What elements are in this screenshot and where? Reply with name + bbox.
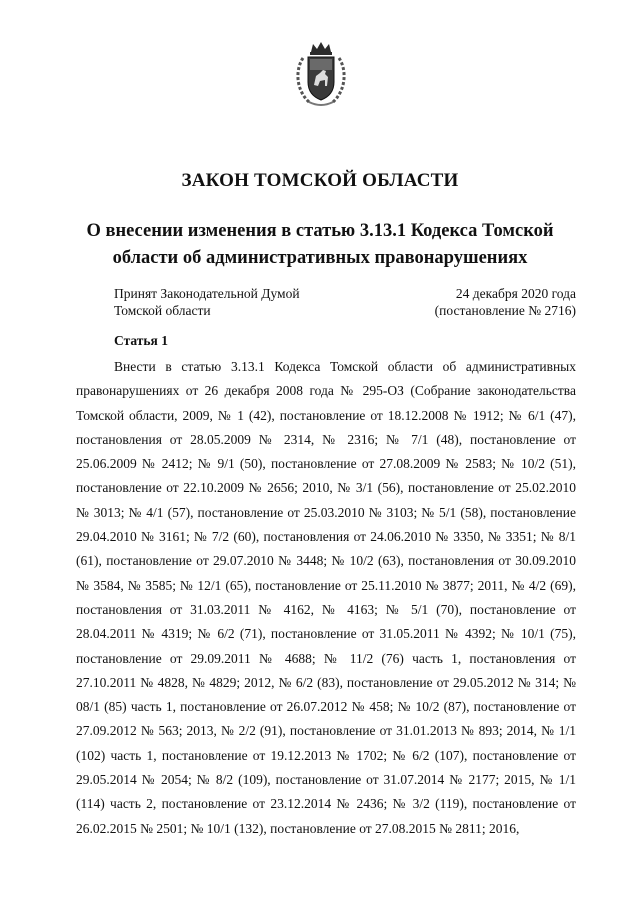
adopted-by-block: [114, 285, 364, 319]
adopted-by-line1: Принят Законодательной Думой: [114, 286, 300, 301]
resolution-number: (постановление № 2716): [434, 303, 576, 318]
article-paragraph: Внести в статью 3.13.1 Кодекса Томской области об административных правонарушениях от 26 декабря 2008 года № 295-ОЗ (Собрание законодательства Томской области, 2009, № 1 (42), постановление от 18.12.2008 № 1912; № 6/1 (47), постановления от 28.05.2009 № 2314, № 2316; № 7/1 (48), постановление от 25.06.2009 № 2412; № 9/1 (50), постановление от 27.08.2009 № 2583; № 10/2 (51), постановление от 22.10.2009 № 2656; 2010, № 3/1 (56), постановление от 25.02.2010 № 3013; № 4/1 (57), постановление от 25.03.2010 № 3103; № 5/1 (58), постановление 29.04.2010 № 3161; № 7/2 (60), постановления от 24.06.2010 № 3350, № 3351; № 8/1 (61), постановление от 29.07.2010 № 3448; № 10/2 (63), постановления от 30.09.2010 № 3584, № 3585; № 12/1 (65), постановление от 25.11.2010 № 3877; 2011, № 4/2 (69), постановления от 31.03.2011 № 4162, № 4163; № 5/1 (70), постановление от 28.04.2011 № 4319; № 6/2 (71), постановление от 31.05.2011 № 4392; № 10/1 (75), постановление от 29.09.2011 № 4688; № 11/2 (76) часть 1, постановления от 27.10.2011 № 4828, № 4829; 2012, № 6/2 (83), постановление от 29.05.2012 № 314; № 08/1 (85) часть 1, постановление от 26.07.2012 № 458; № 10/2 (87), постановление от 27.09.2012 № 563; 2013, № 2/2 (91), постановление от 31.01.2013 № 893; 2014, № 1/1 (102) часть 1, постановление от 19.12.2013 № 1702; № 6/2 (107), постановление от 29.05.2014 № 2054; № 8/2 (109), постановление от 31.07.2014 № 2177; 2015, № 1/1 (114) часть 2, постановление от 23.12.2014 № 2436; № 3/2 (119), постановление от 26.02.2015 № 2501; № 10/1 (132), постановление от 27.08.2015 № 2811; 2016,: [76, 359, 576, 836]
article-heading: Статья 1: [114, 333, 168, 348]
coat-of-arms-icon: [293, 40, 349, 110]
adopted-by-line2: Томской области: [114, 303, 211, 318]
adoption-date-block: [356, 285, 576, 319]
adoption-date: 24 декабря 2020 года: [455, 286, 576, 301]
law-subtitle: О внесении изменения в статью 3.13.1 Кодекса Томской области об административных правонарушениях: [86, 221, 554, 268]
law-title: ЗАКОН ТОМСКОЙ ОБЛАСТИ: [181, 170, 459, 191]
